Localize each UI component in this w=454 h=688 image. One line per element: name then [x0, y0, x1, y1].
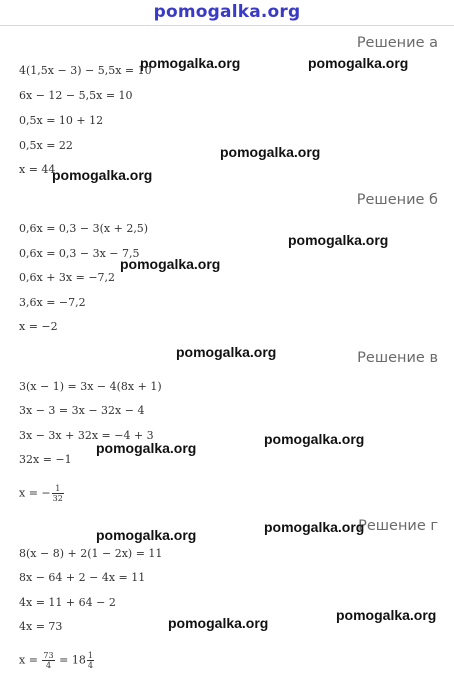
- fraction-denominator: 32: [52, 494, 63, 503]
- result-prefix: x = −: [19, 486, 51, 500]
- equation-line: x = 44: [19, 163, 56, 176]
- fraction-denominator: 4: [45, 661, 52, 670]
- equation-result: [19, 484, 65, 503]
- equation-line: x = −2: [19, 320, 58, 333]
- equation-line: 4x = 73: [19, 620, 63, 633]
- equation-line: 6x − 12 − 5,5x = 10: [19, 89, 133, 102]
- watermark: pomogalka.org: [336, 607, 437, 623]
- section-heading-g: Решение г: [358, 518, 438, 534]
- equation-line: 0,6x = 0,3 − 3(x + 2,5): [19, 222, 149, 235]
- watermark: pomogalka.org: [52, 167, 153, 183]
- equation-result: [19, 651, 95, 670]
- fraction: [87, 651, 94, 670]
- header-divider: [0, 25, 454, 26]
- equation-line: 0,6x = 0,3 − 3x − 7,5: [19, 247, 140, 260]
- watermark: pomogalka.org: [96, 527, 197, 543]
- watermark: pomogalka.org: [288, 232, 389, 248]
- watermark: pomogalka.org: [264, 519, 365, 535]
- equation-line: 4x = 11 + 64 − 2: [19, 596, 116, 609]
- watermark: pomogalka.org: [176, 344, 277, 360]
- fraction-numerator: 1: [52, 484, 64, 494]
- equation-line: 8(x − 8) + 2(1 − 2x) = 11: [19, 547, 163, 560]
- watermark: pomogalka.org: [140, 55, 241, 71]
- watermark: pomogalka.org: [168, 615, 269, 631]
- section-heading-v: Решение в: [357, 350, 438, 366]
- result-mixed-whole: = 18: [55, 653, 86, 667]
- equation-line: 3x − 3x + 32x = −4 + 3: [19, 429, 154, 442]
- equation-line: 0,5x = 10 + 12: [19, 114, 104, 127]
- watermark: pomogalka.org: [308, 55, 409, 71]
- equation-line: 32x = −1: [19, 453, 72, 466]
- fraction-numerator: 1: [87, 651, 93, 660]
- site-title-link[interactable]: pomogalka.org: [153, 2, 301, 22]
- fraction-numerator: 73: [43, 651, 54, 660]
- equation-line: 0,6x + 3x = −7,2: [19, 271, 116, 284]
- equation-line: 4(1,5x − 3) − 5,5x = 10: [19, 64, 152, 77]
- watermark: pomogalka.org: [120, 256, 221, 272]
- watermark: pomogalka.org: [220, 144, 321, 160]
- equation-line: 3(x − 1) = 3x − 4(8x + 1): [19, 380, 162, 393]
- section-heading-b: Решение б: [356, 192, 438, 208]
- fraction-denominator: 4: [87, 661, 93, 670]
- watermark: pomogalka.org: [96, 440, 197, 456]
- fraction: [52, 484, 64, 503]
- section-heading-a: Решение а: [356, 35, 438, 51]
- fraction: [42, 651, 54, 670]
- watermark: pomogalka.org: [264, 431, 365, 447]
- equation-line: 0,5x = 22: [19, 139, 73, 152]
- result-prefix: x =: [19, 653, 42, 667]
- equation-line: 3x − 3 = 3x − 32x − 4: [19, 404, 145, 417]
- equation-line: 3,6x = −7,2: [19, 296, 86, 309]
- equation-line: 8x − 64 + 2 − 4x = 11: [19, 571, 146, 584]
